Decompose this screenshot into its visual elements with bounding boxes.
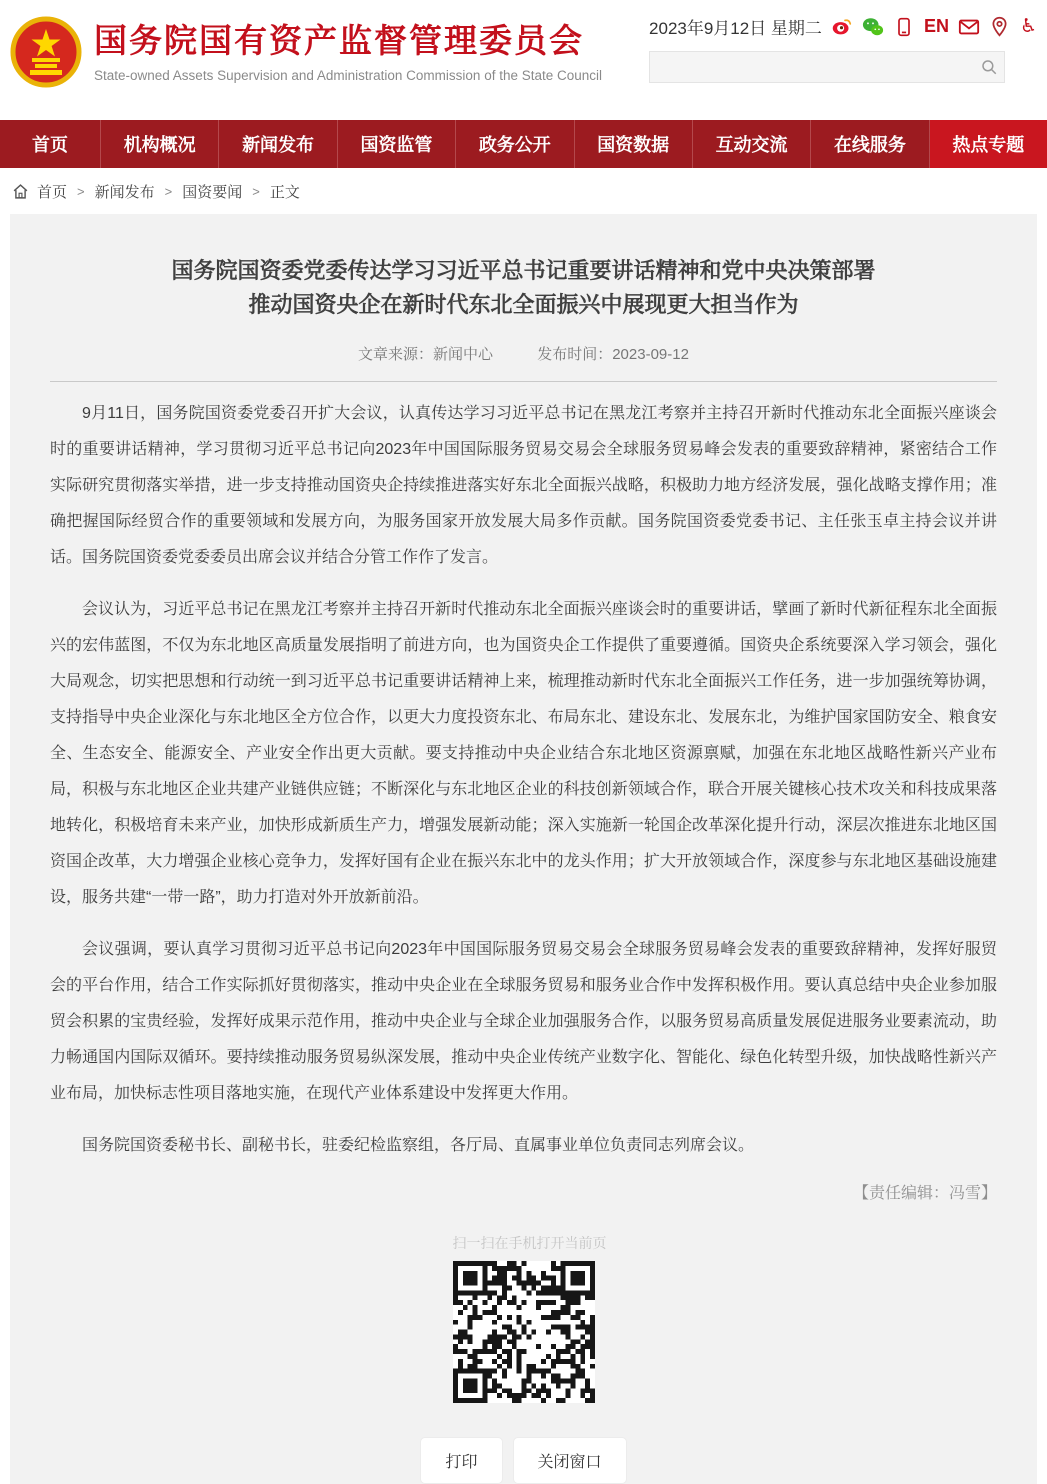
site-subtitle: State-owned Assets Supervision and Administration Commission of the State Council	[94, 68, 603, 83]
breadcrumb-separator: >	[164, 184, 173, 199]
nav-item-hot-topics[interactable]: 热点专题	[929, 120, 1047, 168]
national-emblem-logo	[10, 16, 82, 88]
nav-item-overview[interactable]: 机构概况	[100, 120, 218, 168]
breadcrumb-home[interactable]: 首页	[37, 184, 68, 201]
meta-divider	[50, 381, 997, 382]
nav-item-supervision[interactable]: 国资监管	[337, 120, 455, 168]
article-body	[50, 396, 997, 1164]
mail-icon[interactable]	[958, 16, 980, 38]
editor-note: 【责任编辑：冯雪】	[852, 1185, 997, 1202]
nav-item-online-service[interactable]: 在线服务	[810, 120, 928, 168]
brand-text	[94, 21, 602, 83]
nav-item-news[interactable]: 新闻发布	[218, 120, 336, 168]
article-container	[10, 214, 1037, 1484]
article-title	[50, 254, 997, 322]
breadcrumb-news[interactable]: 新闻发布	[94, 184, 155, 201]
home-icon[interactable]	[12, 183, 29, 200]
accessibility-icon[interactable]: ♿	[1019, 16, 1037, 37]
wechat-icon[interactable]	[862, 16, 884, 38]
nav-item-interaction[interactable]: 互动交流	[692, 120, 810, 168]
search-box	[649, 51, 1005, 83]
article-paragraph: 国务院国资委秘书长、副秘书长，驻委纪检监察组，各厅局、直属事业单位负责同志列席会议。	[82, 1137, 755, 1154]
nav-item-gov-affairs[interactable]: 政务公开	[455, 120, 573, 168]
breadcrumb-current: 正文	[269, 184, 300, 201]
en-language-link[interactable]: EN	[923, 16, 949, 36]
mobile-icon[interactable]	[893, 16, 915, 38]
breadcrumb-sasac-news[interactable]: 国资要闻	[182, 184, 243, 201]
current-date: 2023年9月12日 星期二	[649, 19, 822, 38]
article-paragraph: 会议认为，习近平总书记在黑龙江考察并主持召开新时代推动东北全面振兴座谈会时的重要讲话，擘画了新时代新征程东北全面振兴的宏伟蓝图，不仅为东北地区高质量发展指明了前进方向，也为国资央企工作提供了重要遵循。国资央企系统要深入学习领会，强化大局观念，切实把思想和行动统一到习近平总书记重要讲话精神上来，梳理推动新时代东北全面振兴工作任务，进一步加强统筹协调，支持指导中央企业深化与东北地区全方位合作，以更大力度投资东北、布局东北、建设东北、发展东北，为维护国家国防安全、粮食安全、生态安全、能源安全、产业安全作出更大贡献。要支持推动中央企业结合东北地区资源禀赋，加强在东北地区战略性新兴产业布局，积极与东北地区企业共建产业链供应链；不断深化与东北地区企业的科技创新领域合作，联合开展关键核心技术攻关和科技成果落地转化，积极培育未来产业，加快形成新质生产力，增强发展新动能；深入实施新一轮国企改革深化提升行动，深层次推进东北地区国资国企改革，大力增强企业核心竞争力，发挥好国有企业在振兴东北中的龙头作用；扩大开放领域合作，深度参与东北地区基础设施建设，服务共建“一带一路”，助力打造对外开放新前沿。	[50, 601, 997, 906]
qr-code	[453, 1261, 595, 1403]
search-icon[interactable]	[974, 58, 1004, 76]
article-meta	[50, 343, 997, 364]
article-publish-time: 发布时间：2023-09-12	[537, 346, 689, 363]
date-row	[649, 14, 1037, 39]
breadcrumb	[0, 168, 1047, 214]
qr-section	[50, 1233, 997, 1403]
article-title-line2: 推动国资央企在新时代东北全面振兴中展现更大担当作为	[248, 292, 799, 317]
weibo-icon[interactable]	[831, 16, 853, 38]
search-input[interactable]	[650, 52, 974, 82]
print-button[interactable]: 打印	[420, 1437, 502, 1484]
article-paragraph: 会议强调，要认真学习贯彻习近平总书记向2023年中国国际服务贸易交易会全球服务贸易峰会发表的重要致辞精神，发挥好服贸会的平台作用，结合工作实际抓好贯彻落实，推动中央企业在全球服务贸易和服务业合作中发挥积极作用。要认真总结中央企业参加服贸会积累的宝贵经验，发挥好成果示范作用，推动中央企业与全球企业加强服务合作，以服务贸易高质量发展促进服务业要素流动，助力畅通国内国际双循环。要持续推动服务贸易纵深发展，推动中央企业传统产业数字化、智能化、绿色化转型升级，加快战略性新兴产业布局，加快标志性项目落地实施，在现代产业体系建设中发挥更大作用。	[50, 941, 997, 1102]
breadcrumb-separator: >	[77, 184, 85, 199]
qr-caption: 扫一扫在手机打开当前页	[452, 1235, 607, 1251]
article-title-line1: 国务院国资委党委传达学习习近平总书记重要讲话精神和党中央决策部署	[171, 258, 876, 283]
article-paragraph: 9月11日，国务院国资委党委召开扩大会议，认真传达学习习近平总书记在黑龙江考察并主持召开新时代推动东北全面振兴座谈会时的重要讲话精神，学习贯彻习近平总书记向2023年中国国际服务贸易交易会全球服务贸易峰会发表的重要致辞精神，紧密结合工作实际研究贯彻落实举措，进一步支持推动国资央企持续推进落实好东北全面振兴战略，积极助力地方经济发展，强化战略支撑作用；准确把握国际经贸合作的重要领域和发展方向，为服务国家开放发展大局多作贡献。国务院国资委党委书记、主任张玉卓主持会议并讲话。国务院国资委党委委员出席会议并结合分管工作作了发言。	[50, 405, 997, 566]
header-tools	[649, 14, 1037, 83]
nav-item-data[interactable]: 国资数据	[574, 120, 692, 168]
site-header	[0, 0, 1047, 120]
qr-inner	[452, 1233, 607, 1403]
breadcrumb-separator: >	[252, 184, 260, 199]
location-icon[interactable]	[989, 16, 1011, 38]
article-actions	[50, 1437, 997, 1484]
main-nav	[0, 120, 1047, 168]
article-source: 文章来源：新闻中心	[358, 346, 494, 363]
nav-item-home[interactable]: 首页	[32, 135, 68, 155]
site-title: 国务院国有资产监督管理委员会	[94, 22, 584, 59]
close-window-button[interactable]: 关闭窗口	[513, 1437, 627, 1484]
